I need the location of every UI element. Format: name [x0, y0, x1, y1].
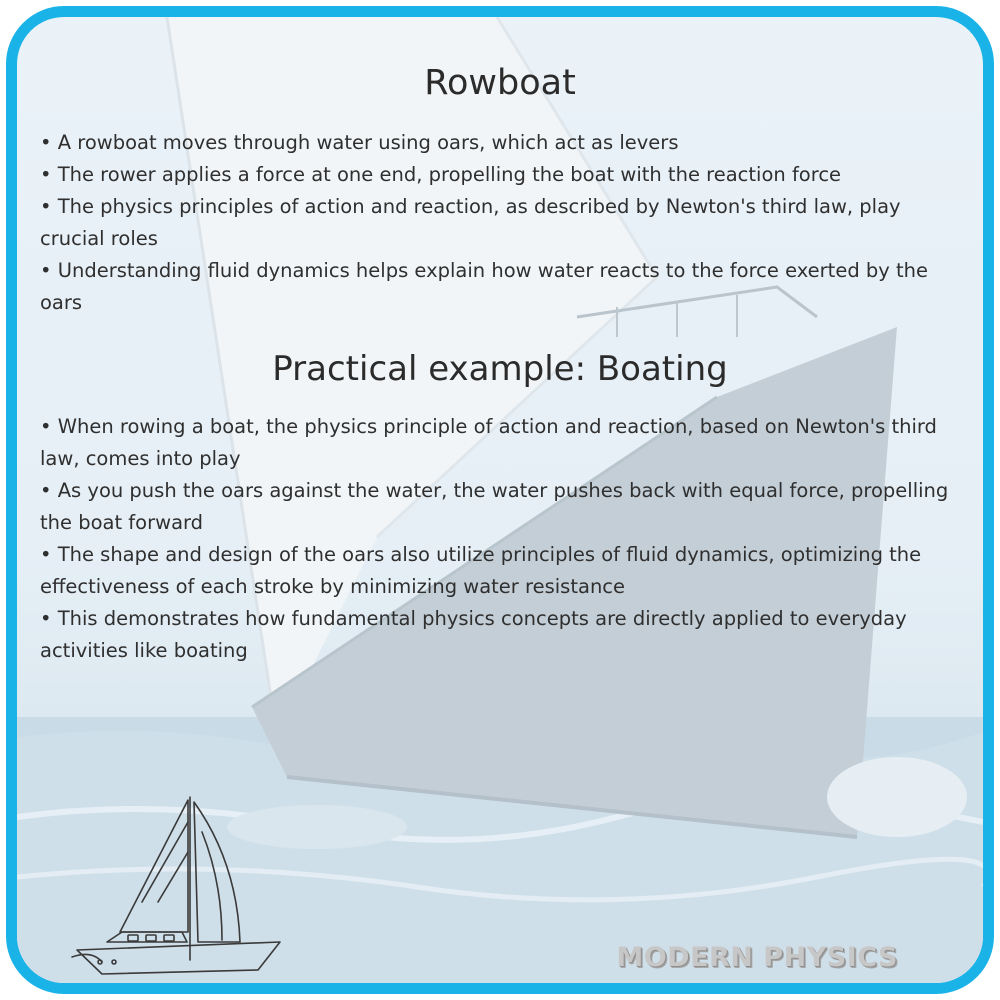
- boating-bullet-list: [40, 411, 965, 667]
- list-item: • The physics principles of action and reaction, as described by Newton's third law, play crucial roles: [40, 191, 965, 255]
- rowboat-bullet-list: [40, 127, 965, 319]
- modern-physics-logo: MODERN PHYSICS: [616, 942, 898, 973]
- list-item: • When rowing a boat, the physics principle of action and reaction, based on Newton's third law, comes into play: [40, 411, 965, 475]
- list-item: • A rowboat moves through water using oars, which act as levers: [40, 127, 965, 159]
- list-item: • The shape and design of the oars also utilize principles of fluid dynamics, optimizing the effectiveness of each stroke by minimizing water resistance: [40, 539, 965, 603]
- list-item: • This demonstrates how fundamental physics concepts are directly applied to everyday activities like boating: [40, 603, 965, 667]
- content-area: [17, 17, 983, 983]
- section-title-rowboat: Rowboat: [424, 63, 576, 103]
- list-item: • Understanding fluid dynamics helps explain how water reacts to the force exerted by the oars: [40, 255, 965, 319]
- list-item: • As you push the oars against the water, the water pushes back with equal force, propelling the boat forward: [40, 475, 965, 539]
- info-card: [6, 6, 994, 994]
- section-title-practical-example: Practical example: Boating: [272, 349, 728, 389]
- sailboat-sketch-icon: [62, 792, 287, 982]
- list-item: • The rower applies a force at one end, propelling the boat with the reaction force: [40, 159, 965, 191]
